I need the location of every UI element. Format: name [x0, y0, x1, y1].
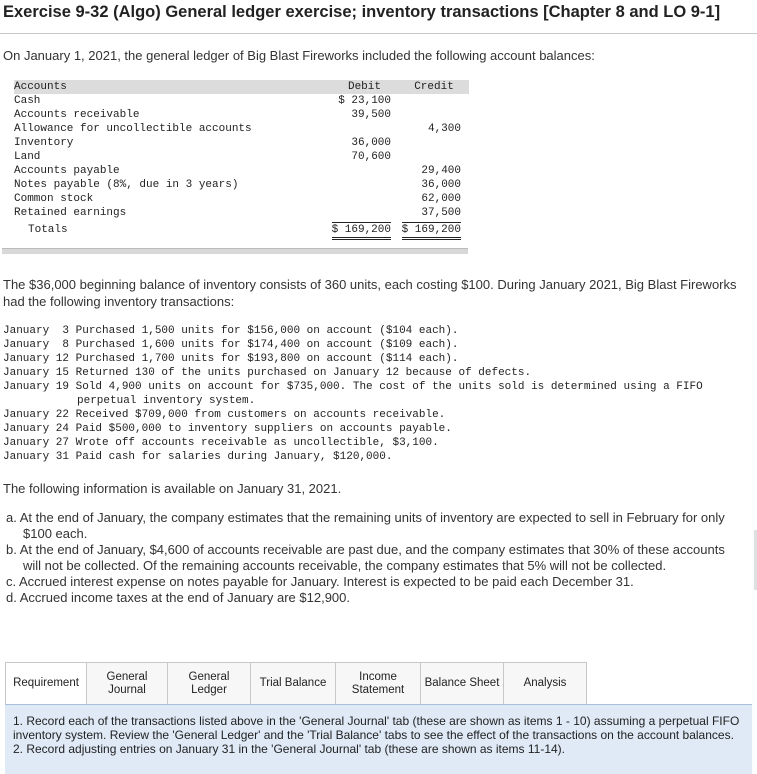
list-item: b. At the end of January, $4,600 of accounts receivable are past due, and the company estimates that 30% of these accounts will not be collected. Of the remaining accounts receivable, the company estimates that 5% will not be collected. [6, 542, 725, 573]
credit-value: 29,400 [421, 165, 461, 177]
header-accounts: Accounts [14, 80, 330, 94]
account-name: Cash [14, 95, 41, 107]
table-row [14, 164, 469, 178]
debit-value [330, 192, 399, 206]
credit-value [399, 94, 469, 108]
totals-label: Totals [28, 224, 68, 236]
debit-value [330, 122, 399, 136]
credit-value: 36,000 [421, 179, 461, 191]
list-item: January 24 Paid $500,000 to inventory suppliers on accounts payable. [3, 423, 452, 435]
list-item: a. At the end of January, the company estimates that the remaining units of inventory are expected to sell in February for only $100 each. [6, 510, 725, 541]
list-item: c. Accrued interest expense on notes payable for January. Interest is expected to be paid each December 31. [6, 574, 634, 589]
account-name: Accounts payable [14, 165, 120, 177]
table-row [14, 206, 469, 220]
adjustment-notes [6, 510, 746, 606]
account-name: Inventory [14, 137, 74, 149]
total-credit: $ 169,200 [402, 222, 461, 240]
tab-label: General Ledger [188, 670, 230, 696]
list-item: January 15 Returned 130 of the units purchased on January 12 because of defects. [3, 367, 532, 379]
requirement-panel [5, 704, 752, 774]
table-row [14, 192, 469, 206]
table-row [14, 150, 469, 164]
credit-value [399, 108, 469, 122]
account-name: Land [14, 151, 41, 163]
inventory-text: The $36,000 beginning balance of inventory consists of 360 units, each costing $100. During January 2021, Big Blast Fireworks had the following inventory transactions: [3, 277, 737, 309]
intro-text: On January 1, 2021, the general ledger of Big Blast Fireworks included the following account balances: [3, 48, 595, 63]
total-debit: $ 169,200 [332, 222, 391, 240]
debit-value: $ 23,100 [338, 95, 391, 107]
debit-value [330, 178, 399, 192]
table-row [14, 108, 469, 122]
account-name: Notes payable (8%, due in 3 years) [14, 179, 239, 191]
totals-row [14, 220, 469, 240]
account-name: Accounts receivable [14, 109, 140, 121]
debit-value: 70,600 [351, 151, 391, 163]
requirement-1: 1. Record each of the transactions listed above in the 'General Journal' tab (these are shown as items 1 - 10) assuming a perpetual FIFO inventory system. Review the 'General Ledger' and the 'Trial Balance' tabs to see the effect of the transactions on the account balances. [13, 714, 740, 742]
tab-general-journal[interactable] [86, 662, 168, 704]
debit-value [330, 206, 399, 220]
list-item: d. Accrued income taxes at the end of January are $12,900. [6, 590, 350, 605]
list-item: January 3 Purchased 1,500 units for $156,000 on account ($104 each). [3, 325, 459, 337]
tab-requirement[interactable]: Requirement [5, 662, 87, 704]
list-item: January 31 Paid cash for salaries during January, $120,000. [3, 451, 393, 463]
requirement-2: 2. Record adjusting entries on January 31 in the 'General Journal' tab (these are shown as items 11-14). [13, 742, 565, 756]
debit-value: 36,000 [351, 137, 391, 149]
list-item: January 19 Sold 4,900 units on account for $735,000. The cost of the units sold is determined using a FIFO [3, 381, 703, 393]
credit-value [399, 136, 469, 150]
account-name: Retained earnings [14, 207, 127, 219]
tab-general-ledger[interactable] [167, 662, 251, 704]
table-row [14, 178, 469, 192]
tab-label: General Journal [106, 670, 148, 696]
header-debit: Debit [330, 80, 399, 94]
transaction-list [3, 324, 703, 464]
tab-balance-sheet[interactable]: Balance Sheet [420, 662, 504, 704]
table-row [14, 94, 469, 108]
tab-label: Income Statement [351, 670, 405, 696]
list-item: January 8 Purchased 1,600 units for $174,400 on account ($109 each). [3, 339, 459, 351]
table-row [14, 136, 469, 150]
list-item: January 12 Purchased 1,700 units for $193,800 on account ($114 each). [3, 353, 459, 365]
list-item: January 22 Received $709,000 from customers on accounts receivable. [3, 409, 446, 421]
account-balances-table [14, 80, 469, 240]
table-footer-bar [2, 248, 468, 254]
credit-value [399, 150, 469, 164]
title-divider [0, 33, 757, 34]
account-name: Allowance for uncollectible accounts [14, 123, 252, 135]
table-row [14, 122, 469, 136]
tab-income-statement[interactable] [335, 662, 421, 704]
debit-value: 39,500 [351, 109, 391, 121]
account-name: Common stock [14, 193, 94, 205]
list-item: January 27 Wrote off accounts receivable as uncollectible, $3,100. [3, 437, 439, 449]
credit-value: 4,300 [427, 123, 461, 135]
credit-value: 37,500 [421, 207, 461, 219]
tab-bar [5, 662, 586, 704]
debit-value [330, 164, 399, 178]
tab-analysis[interactable]: Analysis [503, 662, 587, 704]
header-credit: Credit [399, 80, 469, 94]
info-text: The following information is available on January 31, 2021. [3, 481, 342, 496]
list-item: perpetual inventory system. [77, 395, 256, 407]
tab-trial-balance[interactable]: Trial Balance [250, 662, 336, 704]
credit-value: 62,000 [421, 193, 461, 205]
exercise-title: Exercise 9-32 (Algo) General ledger exercise; inventory transactions [Chapter 8 and LO 9-1] [3, 3, 721, 21]
table-header-row [14, 80, 469, 94]
